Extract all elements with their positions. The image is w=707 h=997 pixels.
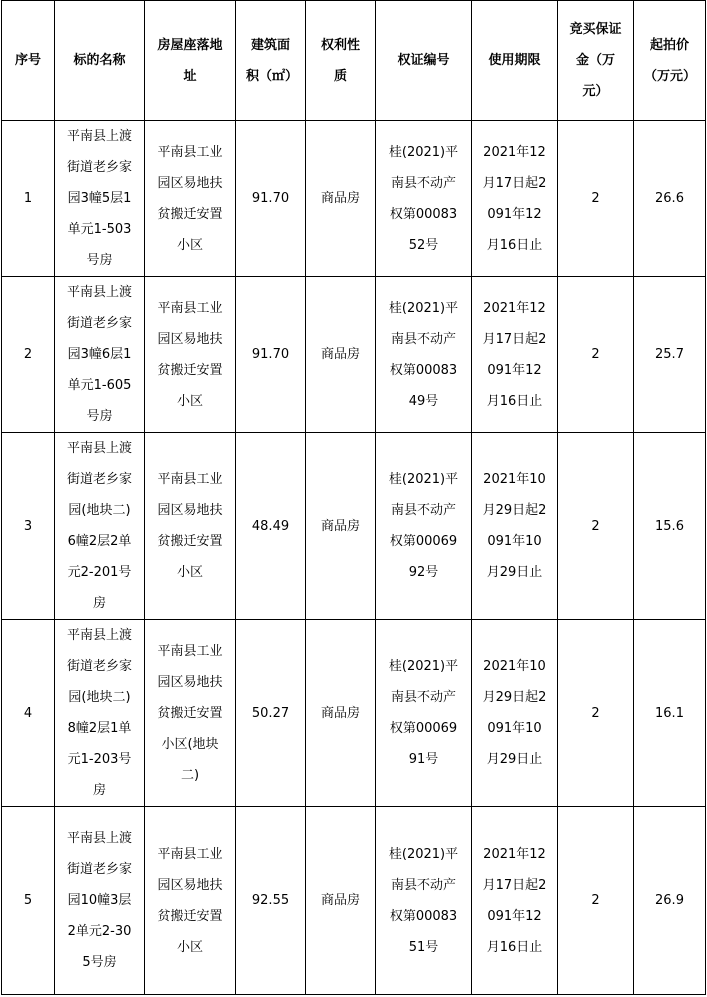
cell-price: 15.6	[634, 433, 706, 620]
cell-deposit: 2	[558, 807, 634, 995]
cell-deposit: 2	[558, 433, 634, 620]
cell-address: 平南县工业园区易地扶贫搬迁安置小区(地块二)	[145, 620, 236, 807]
cell-name: 平南县上渡街道老乡家园(地块二)8幢2层1单元1-203号房	[55, 620, 145, 807]
cell-no: 2	[2, 277, 55, 433]
cell-nature: 商品房	[306, 277, 376, 433]
cell-term: 2021年10月29日起2091年10月29日止	[472, 433, 558, 620]
header-address: 房屋座落地址	[145, 1, 236, 121]
cell-cert: 桂(2021)平南县不动产权第0008351号	[376, 807, 472, 995]
cell-name: 平南县上渡街道老乡家园10幢3层2单元2-305号房	[55, 807, 145, 995]
cell-nature: 商品房	[306, 620, 376, 807]
table-row	[2, 620, 706, 807]
cell-price: 16.1	[634, 620, 706, 807]
cell-no: 1	[2, 121, 55, 277]
cell-area: 91.70	[236, 277, 306, 433]
cell-term: 2021年12月17日起2091年12月16日止	[472, 277, 558, 433]
header-row	[2, 1, 706, 121]
cell-address: 平南县工业园区易地扶贫搬迁安置小区	[145, 807, 236, 995]
cell-name: 平南县上渡街道老乡家园3幢5层1单元1-503号房	[55, 121, 145, 277]
header-price: 起拍价（万元）	[634, 1, 706, 121]
cell-term: 2021年12月17日起2091年12月16日止	[472, 121, 558, 277]
cell-price: 26.9	[634, 807, 706, 995]
cell-nature: 商品房	[306, 121, 376, 277]
cell-cert: 桂(2021)平南县不动产权第0006991号	[376, 620, 472, 807]
cell-price: 25.7	[634, 277, 706, 433]
cell-name: 平南县上渡街道老乡家园(地块二)6幢2层2单元2-201号房	[55, 433, 145, 620]
cell-no: 5	[2, 807, 55, 995]
cell-area: 50.27	[236, 620, 306, 807]
cell-address: 平南县工业园区易地扶贫搬迁安置小区	[145, 433, 236, 620]
table-row	[2, 807, 706, 995]
cell-price: 26.6	[634, 121, 706, 277]
property-auction-table	[1, 0, 706, 995]
cell-address: 平南县工业园区易地扶贫搬迁安置小区	[145, 121, 236, 277]
cell-deposit: 2	[558, 121, 634, 277]
cell-cert: 桂(2021)平南县不动产权第0008352号	[376, 121, 472, 277]
cell-nature: 商品房	[306, 433, 376, 620]
cell-term: 2021年10月29日起2091年10月29日止	[472, 620, 558, 807]
cell-term: 2021年12月17日起2091年12月16日止	[472, 807, 558, 995]
cell-no: 3	[2, 433, 55, 620]
header-no: 序号	[2, 1, 55, 121]
cell-deposit: 2	[558, 620, 634, 807]
cell-nature: 商品房	[306, 807, 376, 995]
cell-no: 4	[2, 620, 55, 807]
header-area: 建筑面积（㎡）	[236, 1, 306, 121]
table-row	[2, 277, 706, 433]
cell-area: 48.49	[236, 433, 306, 620]
table-row	[2, 121, 706, 277]
table-row	[2, 433, 706, 620]
cell-area: 91.70	[236, 121, 306, 277]
cell-name: 平南县上渡街道老乡家园3幢6层1单元1-605号房	[55, 277, 145, 433]
header-term: 使用期限	[472, 1, 558, 121]
cell-deposit: 2	[558, 277, 634, 433]
header-cert: 权证编号	[376, 1, 472, 121]
cell-area: 92.55	[236, 807, 306, 995]
cell-address: 平南县工业园区易地扶贫搬迁安置小区	[145, 277, 236, 433]
header-deposit: 竞买保证金（万元）	[558, 1, 634, 121]
cell-cert: 桂(2021)平南县不动产权第0006992号	[376, 433, 472, 620]
header-nature: 权利性质	[306, 1, 376, 121]
header-name: 标的名称	[55, 1, 145, 121]
cell-cert: 桂(2021)平南县不动产权第0008349号	[376, 277, 472, 433]
